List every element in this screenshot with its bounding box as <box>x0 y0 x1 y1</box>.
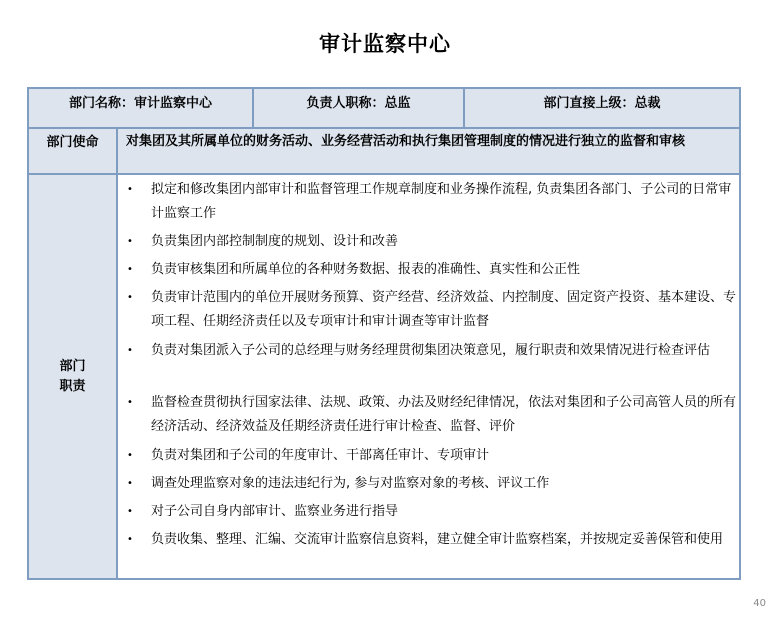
bullet-icon: • <box>127 397 133 408</box>
bullet-icon: • <box>127 292 133 303</box>
duty-text: 负责审核集团和所属单位的各种财务数据、报表的准确性、真实性和公正性 <box>151 262 581 277</box>
bullet-icon: • <box>127 534 133 545</box>
duty-text: 负责对集团派入子公司的总经理与财务经理贯彻集团决策意见，履行职责和效果情况进行检查评估 <box>151 343 711 358</box>
bullet-icon: • <box>127 450 133 461</box>
department-table <box>27 87 741 580</box>
bullet-icon: • <box>127 236 133 247</box>
bullet-icon: • <box>127 506 133 517</box>
head-title-cell: 负责人职称：总监 <box>254 89 465 127</box>
duty-text: 监督检查贯彻执行国家法律、法规、政策、办法及财经纪律情况，依法对集团和子公司高管人员的所有经济活动、经济效益及任期经济责任进行审计检查、监督、评价 <box>151 395 737 434</box>
duty-text: 拟定和修改集团内部审计和监督管理工作规章制度和业务操作流程, 负责集团各部门、子公司的日常审计监察工作 <box>151 182 732 221</box>
mission-label: 部门使命 <box>29 129 118 173</box>
department-name-cell: 部门名称：审计监察中心 <box>29 89 254 127</box>
duties-label-line1: 部门 <box>59 359 86 374</box>
duty-text: 对子公司自身内部审计、监察业务进行指导 <box>151 504 399 519</box>
duty-text: 负责收集、整理、汇编、交流审计监察信息资料，建立健全审计监察档案，并按规定妥善保管和使用 <box>151 532 724 547</box>
bullet-icon: • <box>127 264 133 275</box>
duties-label-line2: 职责 <box>59 379 86 394</box>
duty-text: 调查处理监察对象的违法违纪行为, 参与对监察对象的考核、评议工作 <box>151 476 550 491</box>
duty-text: 负责对集团和子公司的年度审计、干部离任审计、专项审计 <box>151 448 490 463</box>
duties-label <box>29 175 118 578</box>
bullet-icon: • <box>127 184 133 195</box>
table-header-row <box>29 89 739 129</box>
bullet-icon: • <box>127 345 133 356</box>
bullet-icon: • <box>127 478 133 489</box>
duties-list <box>118 175 739 578</box>
page-number: 40 <box>753 598 766 609</box>
duty-text: 负责审计范围内的单位开展财务预算、资产经营、经济效益、内控制度、固定资产投资、基本建设、专项工程、任期经济责任以及专项审计和审计调查等审计监督 <box>151 290 737 329</box>
mission-text: 对集团及其所属单位的财务活动、业务经营活动和执行集团管理制度的情况进行独立的监督和审核 <box>126 134 686 149</box>
duty-text: 负责集团内部控制制度的规划、设计和改善 <box>151 234 399 249</box>
duties-row <box>29 175 739 578</box>
superior-cell: 部门直接上级：总裁 <box>543 96 661 111</box>
mission-row <box>29 129 739 175</box>
page-title: 审计监察中心 <box>319 32 451 56</box>
